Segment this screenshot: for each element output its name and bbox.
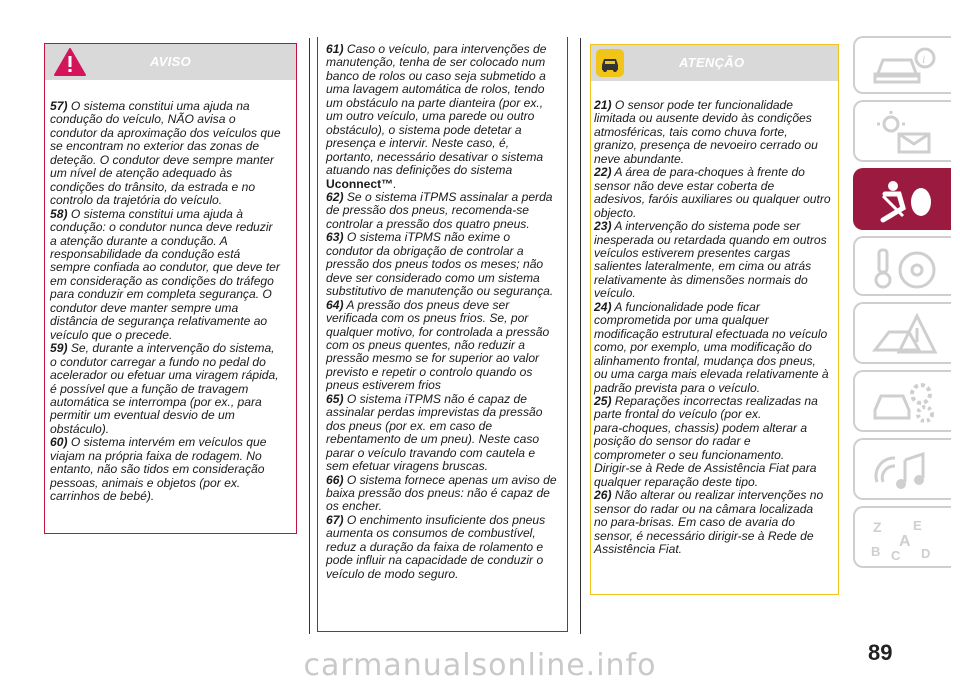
note-number: 63) xyxy=(326,230,344,245)
note-number: 24) xyxy=(594,299,612,314)
note-text: A pressão dos pneus deve ser verificada com os pneus frios. Se, por qualquer motivo, for controlada a pressão com os pneus quentes, não reduzir a pressão mesmo se for superior ao valor previsto e repetir o controlo quando os pneus estiverem frios xyxy=(326,297,550,393)
note-text: Reparações incorrectas realizadas na parte frontal do veículo (por ex. para-choques, chassis) podem alterar a posição do sensor do radar e comprometer o seu funcionamento. Dirigir-se à Rede de Assistência Fiat para qualquer reparação deste tipo. xyxy=(594,393,818,489)
note-number: 26) xyxy=(594,488,612,503)
atencao-header xyxy=(591,45,838,81)
note-text: O sensor pode ter funcionalidade limitada ou ausente devido às condições atmosféricas, tais como chuva forte, granizo, presença de nevoeiro cerrado ou neve abundante. xyxy=(594,98,818,166)
airbag-seatbelt-icon xyxy=(869,178,939,224)
index-letters-icon xyxy=(869,516,939,562)
multimedia-icon xyxy=(869,448,939,494)
tab-dashboard[interactable] xyxy=(853,36,951,94)
note-number: 22) xyxy=(594,165,612,180)
tab-emergency[interactable] xyxy=(853,302,951,364)
car-warning-icon xyxy=(595,48,625,78)
note-text: O enchimento insuficiente dos pneus aumenta os consumos de combustível, reduz a duração da faixa de rolamento e pode influir na capacidade de conduzir o veículo de modo seguro. xyxy=(326,512,546,581)
tab-starting-driving[interactable] xyxy=(853,236,951,296)
note-text: Não alterar ou realizar intervenções no sensor do radar ou na câmara localizada no para-brisas. Em caso de avaria do sensor, é necessário dirigir-se à Rede de Assistência Fiat. xyxy=(594,488,824,556)
tab-multimedia[interactable] xyxy=(853,438,951,500)
svg-text:C: C xyxy=(891,548,901,562)
warning-lights-icon xyxy=(869,110,939,156)
note-number: 59) xyxy=(50,341,68,356)
column-divider-right xyxy=(580,38,581,634)
note-text: Caso o veículo, para intervenções de manutenção, tenha de ser colocado num banco de rolos ou caso seja submetido a uma lavagem automática de rolos, tendo um obstáculo na parte dianteira (por ex., um outro veículo, uma parede ou outro obstáculo), o sistema pode detetar a presença e intervir. Neste caso, é, portanto, necessário desativar o sistema atuando nas definições do sistema xyxy=(326,42,547,178)
note-text: O sistema constitui uma ajuda à condução: o condutor nunca deve reduzir a atenção durante a condução. A responsabilidade da condução está sempre confiada ao condutor, que deve ter em consideração as condições do tráfego para conduzir em completa segurança. O condutor deve manter sempre uma distância de segurança relativamente ao veículo que o precede. xyxy=(50,206,280,342)
warning-triangle-icon xyxy=(53,47,87,77)
column-divider-left xyxy=(309,38,310,634)
aviso-title: AVISO xyxy=(150,54,191,69)
note-number: 67) xyxy=(326,512,344,527)
tab-maintenance[interactable] xyxy=(853,370,951,432)
note-text-end: . xyxy=(393,176,397,191)
note-text: A funcionalidade pode ficar comprometida por uma qualquer modificação estrutural efectuada no veículo como, por exemplo, uma modificação do alinhamento frontal, mudança dos pneus, ou uma carga mais elevada relativamente à padrão prevista para o veículo. xyxy=(594,299,829,395)
svg-text:i: i xyxy=(922,52,926,66)
note-number: 60) xyxy=(50,435,68,450)
aviso-box xyxy=(44,43,297,534)
note-text: O sistema fornece apenas um aviso de baixa pressão dos pneus: não é capaz de os encher. xyxy=(326,472,557,514)
note-text: A intervenção do sistema pode ser inesperada ou retardada quando em outros veículos estiverem presentes cargas salientes lateralmente, em cima ou atrás relativamente às dimensões normais do veículo. xyxy=(594,219,827,301)
dashboard-car-icon xyxy=(869,46,939,90)
note-text: O sistema iTPMS não exime o condutor da obrigação de controlar a pressão dos pneus todos os meses; não deve ser considerado como um sistema substitutivo de manutenção ou segurança. xyxy=(326,230,554,299)
svg-text:Z: Z xyxy=(873,519,882,535)
maintenance-gears-icon xyxy=(869,380,939,426)
middle-text xyxy=(326,43,571,581)
note-number: 25) xyxy=(594,393,612,408)
tab-safety[interactable] xyxy=(853,168,951,230)
note-number: 66) xyxy=(326,472,344,487)
note-number: 64) xyxy=(326,297,344,312)
atencao-title: ATENÇÃO xyxy=(679,55,745,70)
note-number: 58) xyxy=(50,206,68,221)
note-number: 61) xyxy=(326,42,344,56)
note-number: 57) xyxy=(50,99,68,113)
atencao-text xyxy=(594,99,840,556)
svg-text:D: D xyxy=(921,546,931,561)
note-number: 23) xyxy=(594,219,612,234)
note-text: A área de para-choques à frente do sensor não deve estar coberta de adesivos, faróis auxiliares ou qualquer outro objecto. xyxy=(594,165,831,220)
note-text: O sistema constitui uma ajuda na condução do veículo, NÃO avisa o condutor da aproximação dos veículos que se encontram no exterior das zonas de deteção. O condutor deve sempre manter um nível de atenção adequado às condições do trânsito, da estrada e no controlo da trajetória do veículo. xyxy=(50,99,281,208)
middle-notes-box xyxy=(317,37,568,632)
aviso-header xyxy=(45,44,296,80)
tab-warning-lights[interactable] xyxy=(853,100,951,162)
tab-index[interactable] xyxy=(853,506,951,568)
page-number: 89 xyxy=(868,640,893,665)
note-number: 62) xyxy=(326,189,344,204)
svg-text:E: E xyxy=(913,518,922,533)
svg-text:B: B xyxy=(871,544,881,559)
note-menu-name: Uconnect™ xyxy=(326,176,394,191)
note-text: Se, durante a intervenção do sistema, o condutor carregar a fundo no pedal do acelerador ou efetuar uma viragem rápida, é possível que a função de travagem automática se interrompa (por ex., para permitir um eventual desvio de um obstáculo). xyxy=(50,341,279,436)
atencao-box xyxy=(590,44,839,595)
svg-text:A: A xyxy=(899,533,911,550)
note-number: 65) xyxy=(326,391,344,406)
note-text: Se o sistema iTPMS assinalar a perda de pressão dos pneus, recomenda-se controlar a pressão dos quatro pneus. xyxy=(326,189,553,231)
note-text: O sistema iTPMS não é capaz de assinalar perdas imprevistas da pressão dos pneus (por ex. em caso de rebentamento de um pneu). Neste caso parar o veículo travando com cautela e sem efetuar viragens bruscas. xyxy=(326,391,543,474)
watermark-footer: carmanualsonline.info xyxy=(303,648,657,683)
note-number: 21) xyxy=(594,98,612,112)
aviso-text xyxy=(50,100,300,504)
breakdown-triangle-icon xyxy=(869,312,939,358)
steering-key-icon xyxy=(869,246,939,292)
note-text: O sistema intervém em veículos que viajam na própria faixa de rodagem. No entanto, não são tidos em consideração pessoas, animais e objetos (por ex. carrinhos de bebé). xyxy=(50,435,267,504)
